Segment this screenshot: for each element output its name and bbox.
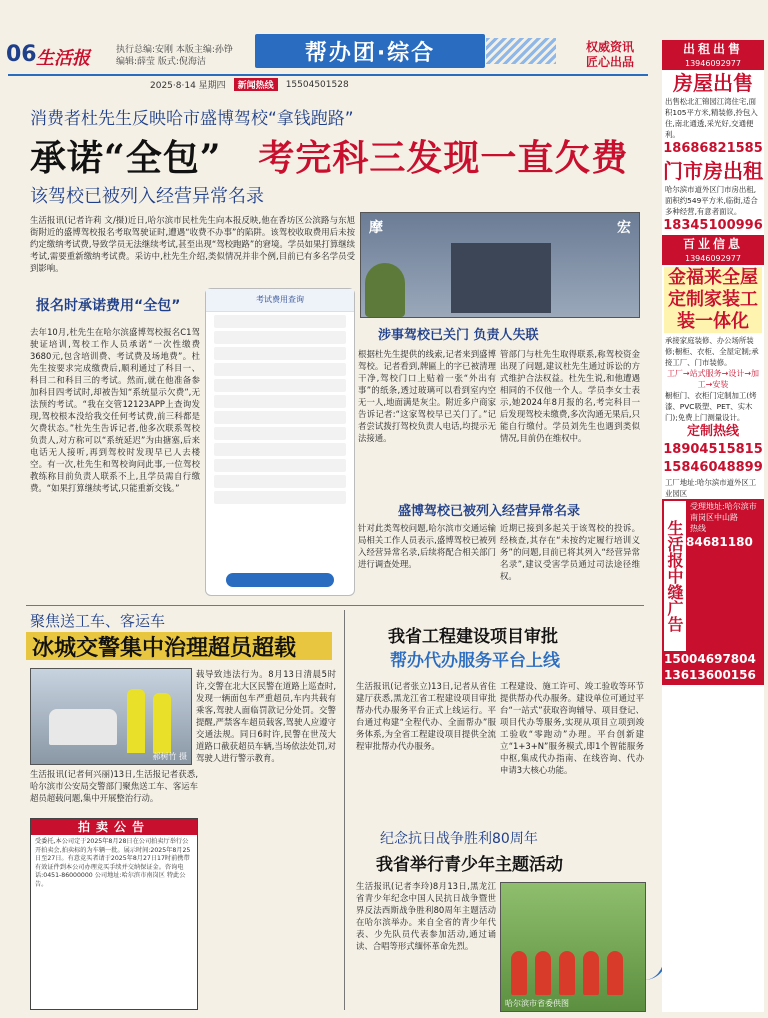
ad-header-rent-phone: 13946092977 <box>662 58 764 70</box>
auction-title: 拍卖公告 <box>31 819 197 835</box>
phone-row <box>214 491 346 504</box>
ad-custom-title: 金福来全屋定制家装工装一体化 <box>664 267 762 333</box>
staff-credits <box>116 44 233 68</box>
lead-column-1: 去年10月,杜先生在哈尔滨盛博驾校报名C1驾驶证培训,驾校工作人员承诺“一次性缴费3680元,包含培训费、考试费及场地费”。杜先生按要求完成缴费后,顺利通过了科目一、科目二和科目三的考试。然而,就在他准备参加科目四考试时,却被告知“系统显示欠费”,无法预约考试。“我在交管12123APP上查询发现,驾校根本没给我交任何考试费,前三科都是欠费状态。”杜先生告诉记者,他多次联系驾校负责人,对方称可以“系统延迟”为由搪塞,后来电话无人接听,再到驾校时发现早已人去楼空。有一次,杜先生和驾校询问此事,一位驾校教练称目前负责人联系不上,且学员需自行缴费。“如果打算继续考试,只能重新交钱。” <box>30 327 200 493</box>
traffic-headline: 冰城交警集中治理超员超载 <box>26 632 332 660</box>
lead-headline-red: 考完科三发现一直欠费 <box>258 137 629 179</box>
ad-bottom-tel-3: 13613600156 <box>664 668 756 682</box>
photo-caption: 郝树竹 摄 <box>152 752 187 761</box>
page-number: 06 <box>6 42 37 67</box>
header-rule <box>8 74 648 76</box>
traffic-photo <box>30 668 192 765</box>
traffic-column-1: 生活报讯(记者何兴丽)13日,生活报记者获悉,哈尔滨市公安局交警部门聚焦送工车、客运车超员超载问题,集中开展整治行动。 <box>30 769 198 803</box>
tree-shape <box>365 263 405 317</box>
lead-subtitle: 该驾校已被列入经营异常名录 <box>30 186 264 207</box>
child-figure <box>583 951 599 995</box>
decorative-stripes <box>486 38 556 64</box>
youth-kicker: 纪念抗日战争胜利80周年 <box>380 831 538 847</box>
store-sign-left: 摩 <box>369 220 383 236</box>
shop-door <box>451 243 551 313</box>
youth-column: 生活报讯(记者李玲)8月13日,黑龙江省青少年纪念中国人民抗日战争暨世界反法西斯战争胜利80周年主题活动在哈尔滨举办。来自全省的青少年代表、少先队员代表参加活动,通过诵读、合唱等形式缅怀革命先烈。 <box>356 881 496 951</box>
hotline-label: 新闻热线 <box>234 78 278 91</box>
dateline <box>150 78 349 91</box>
phone-row <box>214 315 346 328</box>
storefront-photo <box>360 212 640 318</box>
ad-house-phone: 18686821585 <box>663 141 763 156</box>
store-sign-right: 宏 <box>617 220 631 236</box>
ad-hotline-label: 定制热线 <box>686 424 739 439</box>
phone-row <box>214 459 346 472</box>
ad-custom-text: 承接家庭装修、办公场所装修;橱柜、衣柜、全屋定制;承接工厂、门市装修。 <box>665 336 759 367</box>
phone-row <box>214 395 346 408</box>
officer-shape <box>153 693 171 753</box>
officer-shape <box>127 689 145 753</box>
lead-kicker: 消费者杜先生反映哈市盛博驾校“拿钱跑路” <box>30 109 354 129</box>
child-figure <box>511 951 527 995</box>
traffic-column-2: 载导致违法行为。8月13日清晨5时许,交警在北大区民警在道路上巡查时,发现一辆面包车严重超员,车内共载有乘客,驾驶人面临罚款记分处罚。交警提醒,严禁客车超员载客,驾驶人应遵守交通法规。同日6时许,民警在世茂大道路口截获超员车辆,当场依法处罚,对驾驶人进行警示教育。 <box>196 669 336 763</box>
issue-date: 2025·8·14 星期四 <box>150 81 226 91</box>
child-figure <box>607 951 623 995</box>
ad-house-title: 房屋出售 <box>673 71 753 95</box>
ad-header-info: 百业信息 <box>662 235 764 253</box>
slogan-line-2: 匠心出品 <box>586 55 635 69</box>
phone-button <box>226 573 334 587</box>
slogan-line-1: 权威资讯 <box>586 40 635 54</box>
ad-bottom-block <box>662 499 764 685</box>
phone-row <box>214 475 346 488</box>
phone-row <box>214 411 346 424</box>
youth-photo <box>500 882 646 1012</box>
section-banner: 帮办团·综合 <box>255 34 485 68</box>
ad-hotline-1: 18904515815 <box>663 442 763 457</box>
youth-headline: 我省举行青少年主题活动 <box>376 855 563 875</box>
column-divider <box>344 610 345 1010</box>
ad-house-text: 出售松北汇锦园江湾住宅,面积105平方米,精装修,拎包入住,南北通透,采光好,交通便利。 <box>665 97 758 139</box>
traffic-kicker: 聚焦送工车、客运车 <box>30 612 166 630</box>
youth-photo-caption: 哈尔滨市省委供图 <box>505 999 569 1008</box>
subhead-abnormal-list: 盛博驾校已被列入经营异常名录 <box>398 504 581 519</box>
lead-column-5: 近期已接到多起关于该驾校的投诉。经核查,其存在“未按约定履行培训义务”的问题,目前已将其列入“经营异常名录”,建议受害学员通过司法途径维权。 <box>500 523 640 581</box>
ad-custom-ticker: 工厂→站式服务→设计→加工→安装 <box>666 369 760 389</box>
lead-headline-black: 承诺“全包” <box>30 137 222 179</box>
ad-hotline-2: 15846048899 <box>663 460 763 475</box>
project-column-1: 生活报讯(记者张立)13日,记者从省住建厅获悉,黑龙江省工程建设项目审批帮办代办服务平台正式上线运行。平台通过构建“全程代办、全面帮办”服务体系,为全省工程建设项目提供全流程审批帮办代办服务。 <box>356 681 496 751</box>
ad-shop-phone: 18345100996 <box>663 218 763 233</box>
ad-header-info-phone: 13946092977 <box>662 253 764 265</box>
phone-row <box>214 427 346 440</box>
lead-column-2: 根据杜先生提供的线索,记者来到盛博驾校。记者看到,牌匾上的字已被清理干净,驾校门口上贴着一张“外出有事”的纸条,透过玻璃可以看到室内空无一人,地面满是灰尘。附近多户商家告诉记者:“这家驾校早已关门了。”记者尝试拨打驾校负责人电话,均提示无法接通。 <box>358 349 496 443</box>
ad-bottom-title: 生活报中缝广告 <box>664 501 686 651</box>
subhead-closed: 涉事驾校已关门 负责人失联 <box>378 328 539 343</box>
staff-line-1: 执行总编:安刚 本版主编:孙铮 <box>116 45 233 55</box>
car-shape <box>49 709 117 745</box>
classified-ads-column <box>662 40 764 1012</box>
phone-title: 考试费用查询 <box>206 289 354 312</box>
ad-header-rent: 出租出售 <box>662 40 764 58</box>
ad-custom-text-2: 橱柜门、衣柜门定制加工(烤漆、PVC吸塑、PET、实木门);免费上门测量设计。 <box>665 391 757 422</box>
lead-column-4: 针对此类驾校问题,哈尔滨市交通运输局相关工作人员表示,盛博驾校已被列入经营异常名录,后续将配合相关部门进行调查处理。 <box>358 523 496 569</box>
project-headline-2: 帮办代办服务平台上线 <box>390 651 560 671</box>
ad-shop-title: 门市房出租 <box>663 159 763 183</box>
phone-row <box>214 443 346 456</box>
section-divider <box>26 605 644 606</box>
phone-row <box>214 347 346 360</box>
lead-headline <box>30 130 628 181</box>
auction-body: 受委托,本公司定于2025年8月28日在公司拍卖厅举行公开拍卖会,拍卖标的为车辆一批。展示时间:2025年8月25日至27日。有意竞买者请于2025年8月27日17时前携带有效证件到本公司办理竞买手续并交纳保证金。咨询电话:0451-86000000 公司地址:哈尔滨市南岗区 特此公告。 <box>35 838 191 888</box>
project-column-2: 工程建设、施工许可、竣工验收等环节提供帮办代办服务。建设单位可通过平台“一站式”获取咨询辅导、项目登记、项目代办等服务,实现从项目立项到竣工验收“零跑动”办理。平台创新建立“1+3+N”服务模式,即1个智能服务中枢,集成代办指南、在线咨询、代办申请3大核心功能。 <box>500 681 644 775</box>
ad-shop-text: 哈尔滨市道外区门市房出租,面积约549平方米,临街,适合多种经营,有意者面议。 <box>665 185 758 216</box>
auction-notice <box>30 818 198 1010</box>
phone-row <box>214 379 346 392</box>
slogan <box>586 40 634 70</box>
staff-line-2: 编辑:薛莹 版式:倪海洁 <box>116 57 206 67</box>
hotline-number: 15504501528 <box>285 79 349 90</box>
ad-address: 工厂地址:哈尔滨市道外区工业园区 <box>665 478 757 498</box>
lead-intro: 生活报讯(记者许莉 文/摄)近日,哈尔滨市民杜先生向本报反映,他在香坊区公滨路与东旭街附近的盛博驾校报名考取驾驶证时,遭遇“收费不办事”的陷阱。该驾校收取费用后未按约定缴纳考试费,导致学员无法继续考试,甚至出现“驾校跑路”的窘境。学员如果打算继续考试,需要重新缴纳考试费。采访中,杜先生介绍,类似情况并非个例,目前已有多名学员受到影响。 <box>30 215 355 273</box>
phone-screenshot <box>205 288 355 596</box>
child-figure <box>559 951 575 995</box>
project-headline-1: 我省工程建设项目审批 <box>388 627 558 647</box>
phone-row <box>214 331 346 344</box>
ad-bottom-tel-label: 热线 <box>690 524 706 533</box>
ad-bottom-address: 受理地址:哈尔滨市南岗区中山路 <box>690 502 757 522</box>
ad-bottom-tel-2: 15004697804 <box>664 652 756 666</box>
lead-column-3: 管部门与杜先生取得联系,称驾校资金出现了问题,建议杜先生通过诉讼的方式维护合法权益。杜先生说,和他遭遇相同的不仅他一个人。学员李女士表示,她2024年8月报的名,考完科目一后发现驾校未缴费,多次沟通无果后,只能自行缴付。学员刘先生也遇到类似情况,目前仍在维权中。 <box>500 349 640 443</box>
phone-row <box>214 363 346 376</box>
newspaper-brand: 生活报 <box>36 48 90 69</box>
ad-bottom-tel-1: 84681180 <box>686 535 753 549</box>
child-figure <box>535 951 551 995</box>
subhead-registration: 报名时承诺费用“全包” <box>36 298 181 314</box>
